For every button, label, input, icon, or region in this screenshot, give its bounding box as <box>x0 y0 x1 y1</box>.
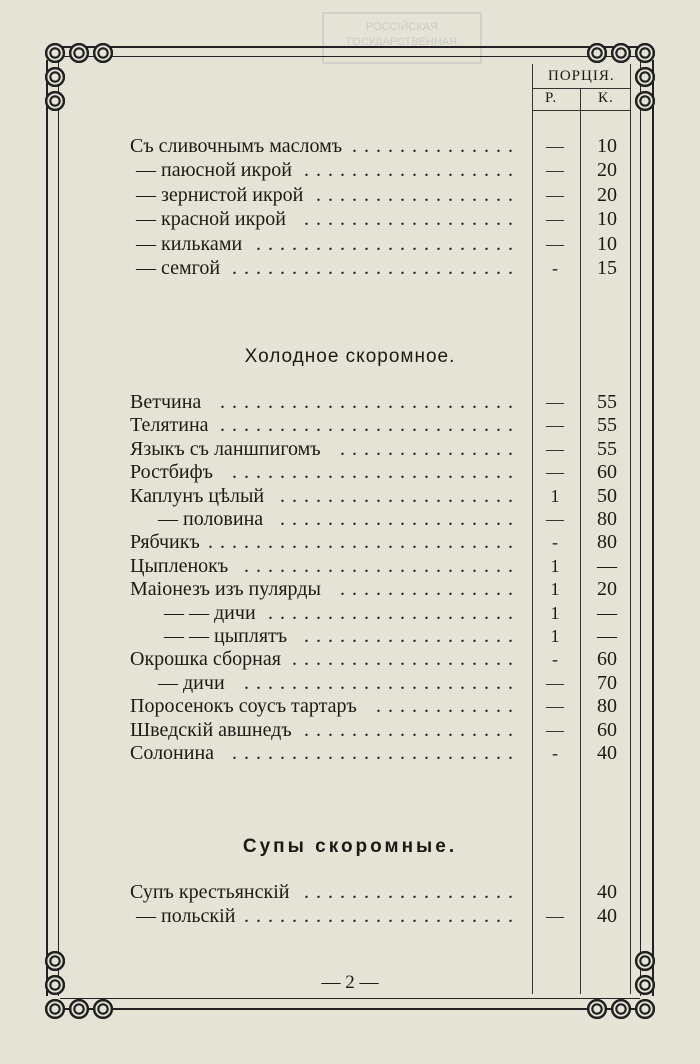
dot-leader: .................. <box>304 159 520 182</box>
frame-top-inner <box>60 56 640 57</box>
dot-leader: ........................ <box>232 742 520 764</box>
corner-ornament-icon <box>610 42 632 64</box>
dish-name: Языкъ съ ланшпигомъ <box>130 437 321 460</box>
price-rubles: — <box>546 160 564 181</box>
price-kopecks: — <box>597 625 617 647</box>
price-rubles: — <box>546 906 564 926</box>
price-kopecks: 20 <box>597 159 617 182</box>
price-rubles: 1 <box>550 602 560 623</box>
dish-name: Поросенокъ соусъ тартаръ <box>130 695 357 718</box>
dish-name: Цыпленокъ <box>130 554 229 577</box>
price-kopecks: 60 <box>597 461 617 484</box>
price-kopecks: 80 <box>597 531 617 554</box>
price-kopecks: 55 <box>597 391 617 413</box>
dish-name: — — дичи <box>164 601 256 624</box>
price-kopecks: 60 <box>597 648 617 671</box>
corner-ornament-icon <box>44 90 66 112</box>
dot-leader: ....................... <box>244 671 520 694</box>
price-rubles: — <box>546 415 564 436</box>
menu-item-row <box>0 624 700 648</box>
dish-name: Супъ крестьянскій <box>130 881 290 903</box>
dish-name: Рябчикъ <box>130 531 200 554</box>
dot-leader: ...................... <box>256 232 520 255</box>
dot-leader: ........................ <box>232 257 520 279</box>
dot-leader: ......................... <box>220 391 520 413</box>
dot-leader: .................. <box>304 625 520 647</box>
menu-item-row <box>0 134 700 158</box>
price-rubles: 1 <box>550 579 560 600</box>
corner-ornament-icon <box>44 950 66 972</box>
price-rubles: - <box>552 649 558 670</box>
stamp-line-2: ГОСУДАРСТВЕННАЯ <box>346 36 458 48</box>
menu-item-row <box>0 694 700 718</box>
menu-item-row <box>0 554 700 578</box>
corner-ornament-icon <box>634 66 656 88</box>
dish-name: — кильками <box>136 232 243 255</box>
menu-item-row <box>0 601 700 625</box>
menu-item-row <box>0 741 700 765</box>
price-kopecks: 10 <box>597 135 617 157</box>
corner-ornament-icon <box>586 42 608 64</box>
menu-item-row <box>0 232 700 256</box>
dot-leader: ................. <box>316 183 520 206</box>
dish-name: — семгой <box>136 257 221 279</box>
corner-ornament-icon <box>634 90 656 112</box>
menu-item-row <box>0 718 700 742</box>
price-rubles: — <box>546 136 564 156</box>
price-kopecks: 80 <box>597 508 617 530</box>
stamp-line-1: РОССІЙСКАЯ <box>365 21 439 33</box>
menu-item-row <box>0 904 700 928</box>
dish-name: — — цыплятъ <box>164 625 288 647</box>
price-kopecks: 10 <box>597 208 617 231</box>
price-rubles: 1 <box>550 626 560 646</box>
price-rubles: — <box>546 233 564 254</box>
portion-header: ПОРЦІЯ. <box>548 68 615 84</box>
menu-item-row <box>0 530 700 554</box>
dish-name: — красной икрой <box>136 208 286 231</box>
dish-name: Телятина <box>130 414 209 437</box>
menu-item-row <box>0 671 700 695</box>
price-kopecks: 55 <box>597 414 617 437</box>
menu-item-row <box>0 577 700 601</box>
menu-item-row <box>0 460 700 484</box>
dish-name: — польскій <box>136 905 236 927</box>
dish-name: Окрошка сборная <box>130 648 281 671</box>
frame-bottom-inner <box>60 998 640 999</box>
menu-item-row <box>0 390 700 414</box>
price-rubles: — <box>546 184 564 205</box>
menu-item-row <box>0 207 700 231</box>
dot-leader: .................. <box>304 881 520 903</box>
menu-item-row <box>0 183 700 207</box>
corner-ornament-icon <box>634 998 656 1020</box>
header-mid-rule <box>532 88 630 89</box>
corner-ornament-icon <box>44 998 66 1020</box>
dish-name: Каплунъ цѣлый <box>130 484 265 507</box>
menu-item-row <box>0 647 700 671</box>
dot-leader: .............. <box>352 135 520 157</box>
price-kopecks: 20 <box>597 183 617 206</box>
dish-name: — половина <box>158 508 264 530</box>
price-rubles: — <box>546 719 564 740</box>
price-kopecks: — <box>597 601 617 624</box>
corner-ornament-icon <box>44 66 66 88</box>
price-rubles: - <box>552 258 558 278</box>
dish-name: Ветчина <box>130 391 202 413</box>
price-kopecks: — <box>597 554 617 577</box>
corner-ornament-icon <box>634 950 656 972</box>
dot-leader: .......................... <box>208 531 520 554</box>
price-kopecks: 40 <box>597 742 617 764</box>
price-kopecks: 80 <box>597 695 617 718</box>
corner-ornament-icon <box>634 42 656 64</box>
menu-item-row <box>0 437 700 461</box>
price-rubles: — <box>546 438 564 459</box>
kop-header: К. <box>598 90 614 106</box>
price-kopecks: 40 <box>597 905 617 927</box>
dot-leader: ....................... <box>244 554 520 577</box>
frame-bottom-outer <box>60 1008 640 1010</box>
price-rubles: 1 <box>550 555 560 576</box>
dot-leader: .................... <box>280 508 520 530</box>
corner-ornament-icon <box>610 998 632 1020</box>
menu-item-row <box>0 413 700 437</box>
price-kopecks: 50 <box>597 484 617 507</box>
dot-leader: ............ <box>376 695 520 718</box>
price-kopecks: 20 <box>597 578 617 601</box>
dot-leader: .................... <box>280 484 520 507</box>
dot-leader: ..................... <box>268 601 520 624</box>
dish-name: — зернистой икрой <box>136 183 304 206</box>
page-number: — 2 — <box>321 972 379 993</box>
header-bottom-rule <box>532 110 630 111</box>
corner-ornament-icon <box>68 42 90 64</box>
menu-item-row <box>0 507 700 531</box>
price-kopecks: 70 <box>597 671 617 694</box>
corner-ornament-icon <box>44 42 66 64</box>
price-rubles: - <box>552 532 558 553</box>
menu-item-row <box>0 484 700 508</box>
dot-leader: ........................ <box>232 461 520 484</box>
price-kopecks: 15 <box>597 257 617 279</box>
cold-section-title: Холодное скоромное. <box>244 346 456 367</box>
price-kopecks: 55 <box>597 437 617 460</box>
dish-name: — паюсной икрой <box>136 159 292 182</box>
frame-top-outer <box>60 46 640 48</box>
dot-leader: ......................... <box>220 414 520 437</box>
dot-leader: ............... <box>340 578 520 601</box>
price-rubles: — <box>546 209 564 230</box>
price-rubles: — <box>546 672 564 693</box>
price-kopecks: 10 <box>597 232 617 255</box>
price-kopecks: 60 <box>597 718 617 741</box>
price-rubles: 1 <box>550 485 560 506</box>
dish-name: Шведскій авшнедъ <box>130 718 292 741</box>
rub-header: Р. <box>545 90 558 106</box>
menu-item-row <box>0 880 700 904</box>
price-rubles: — <box>546 696 564 717</box>
dish-name: Съ сливочнымъ масломъ <box>130 135 343 157</box>
dot-leader: ............... <box>340 437 520 460</box>
menu-item-row <box>0 158 700 182</box>
dot-leader: .................. <box>304 208 520 231</box>
price-rubles: — <box>546 462 564 483</box>
soups-section-title: Супы скоромные. <box>242 836 458 857</box>
price-rubles: — <box>546 392 564 412</box>
corner-ornament-icon <box>92 42 114 64</box>
menu-item-row <box>0 256 700 280</box>
dish-name: Маіонезъ изъ пулярды <box>130 578 321 601</box>
price-rubles: — <box>546 509 564 529</box>
corner-ornament-icon <box>68 998 90 1020</box>
dish-name: Солонина <box>130 742 215 764</box>
dish-name: — дичи <box>158 671 225 694</box>
dish-name: Ростбифъ <box>130 461 213 484</box>
corner-ornament-icon <box>586 998 608 1020</box>
dot-leader: .................. <box>304 718 520 741</box>
dot-leader: ....................... <box>244 905 520 927</box>
dot-leader: ................... <box>292 648 520 671</box>
corner-ornament-icon <box>92 998 114 1020</box>
price-rubles: - <box>552 743 558 763</box>
price-kopecks: 40 <box>597 881 617 903</box>
